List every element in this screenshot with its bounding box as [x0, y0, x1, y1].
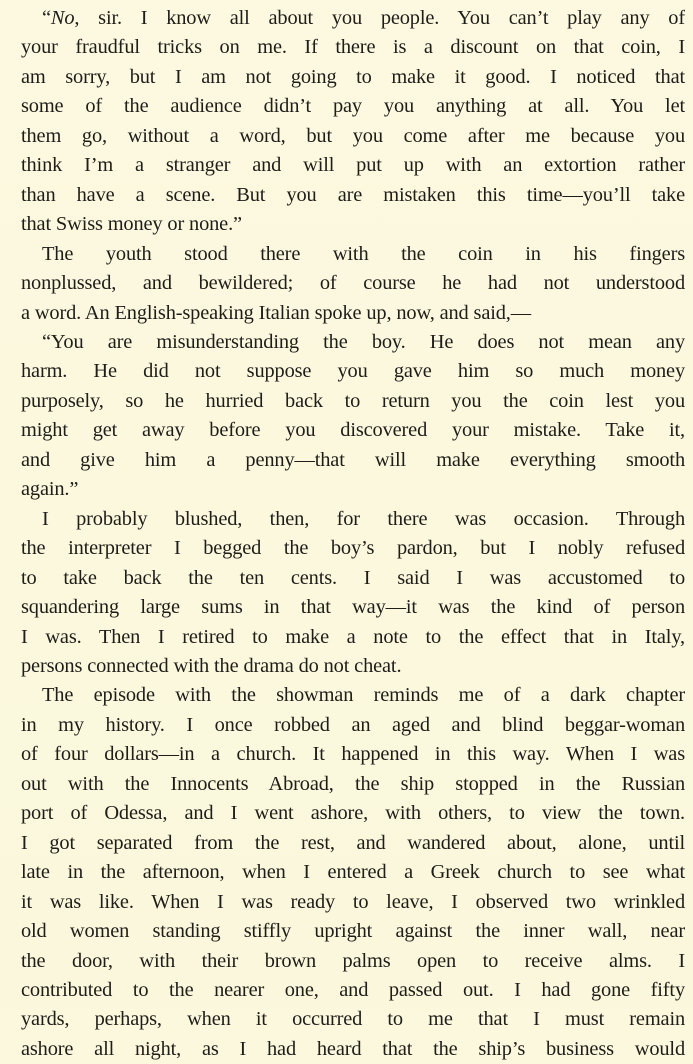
text-line: purposely, so he hurried back to return you the coin lest you: [21, 389, 685, 412]
paragraph-5: [21, 681, 685, 1064]
text-line: I probably blushed, then, for there was occasion. Through: [42, 507, 685, 530]
text-line: might get away before you discovered your mistake. Take it,: [21, 419, 685, 442]
text-line: of four dollars—in a church. It happened in this way. When I was: [21, 743, 685, 766]
text-line: out with the Innocents Abroad, the ship stopped in the Russian: [21, 772, 685, 795]
text-line: squandering large sums in that way—it was the kind of person: [21, 596, 685, 619]
text-line: ashore all night, as I had heard that the ship’s business would: [21, 1037, 685, 1060]
text-line: your fraudful tricks on me. If there is a discount on that coin, I: [21, 36, 685, 59]
text-line: to take back the ten cents. I said I was accustomed to: [21, 566, 685, 589]
paragraph-3: [21, 328, 685, 505]
text-line: them go, without a word, but you come after me because you: [21, 124, 685, 147]
text-line: The episode with the showman reminds me of a dark chapter: [42, 684, 685, 707]
text-line: harm. He did not suppose you gave him so much money: [21, 360, 685, 383]
text-line: nonplussed, and bewildered; of course he had not understood: [21, 272, 685, 295]
text-line: and give him a penny—that will make everything smooth: [21, 448, 685, 471]
text-line: yards, perhaps, when it occurred to me that I must remain: [21, 1008, 685, 1031]
text-line: than have a scene. But you are mistaken this time—you’ll take: [21, 183, 685, 206]
text-line: “No, sir. I know all about you people. You can’t play any of: [42, 7, 685, 29]
text-line: the interpreter I begged the boy’s pardon, but I nobly refused: [21, 537, 685, 560]
text-line: a word. An English-speaking Italian spoke up, now, and said,—: [21, 301, 531, 324]
text-line: late in the afternoon, when I entered a Greek church to see what: [21, 861, 685, 884]
paragraph-2: [21, 240, 685, 328]
text-line: contributed to the nearer one, and passed out. I had gone fifty: [21, 978, 685, 1001]
text-line: again.”: [21, 478, 79, 501]
text-line: in my history. I once robbed an aged and blind beggar-woman: [21, 713, 685, 736]
text-line: the door, with their brown palms open to receive alms. I: [21, 949, 685, 972]
text-line: it was like. When I was ready to leave, I observed two wrinkled: [21, 890, 685, 913]
text-line: am sorry, but I am not going to make it good. I noticed that: [21, 65, 685, 88]
text-line: “You are misunderstanding the boy. He does not mean any: [42, 330, 685, 353]
text-line: persons connected with the drama do not cheat.: [21, 654, 402, 677]
text-line: I was. Then I retired to make a note to the effect that in Italy,: [21, 625, 685, 648]
text-line: The youth stood there with the coin in his fingers: [42, 242, 685, 265]
text-line: that Swiss money or none.”: [21, 213, 242, 236]
text-line: port of Odessa, and I went ashore, with others, to view the town.: [21, 802, 685, 825]
text-line: think I’m a stranger and will put up with an extortion rather: [21, 154, 685, 177]
text-line: some of the audience didn’t pay you anything at all. You let: [21, 95, 685, 118]
paragraph-4: [21, 505, 685, 682]
text-line: I got separated from the rest, and wandered about, alone, until: [21, 831, 685, 854]
paragraph-1: [21, 4, 685, 240]
text-line: old women standing stiffly upright against the inner wall, near: [21, 920, 685, 943]
